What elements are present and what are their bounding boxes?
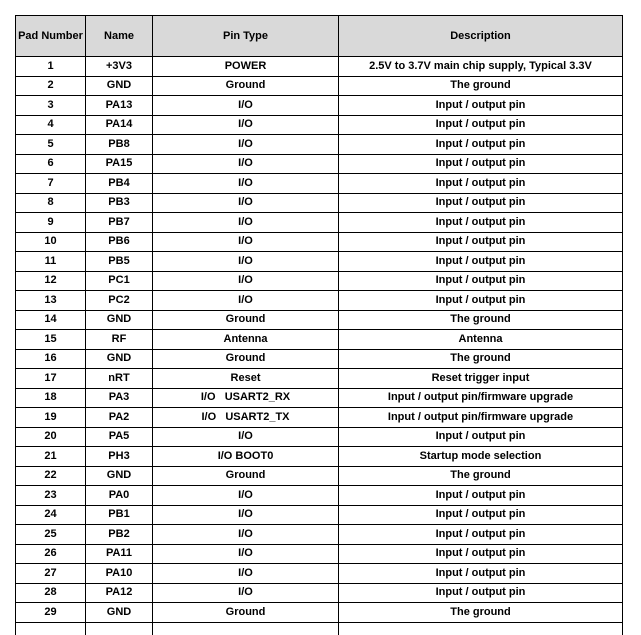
pin-type-cell: Ground — [153, 76, 339, 96]
column-header-pin-type: Pin Type — [153, 16, 339, 57]
name-cell: GND — [86, 466, 153, 486]
description-cell: Input / output pin — [339, 505, 623, 525]
pad-number-cell: 28 — [16, 583, 86, 603]
name-cell: PA2 — [86, 408, 153, 428]
description-cell: Input / output pin — [339, 544, 623, 564]
description-cell: Input / output pin — [339, 193, 623, 213]
pin-type-cell: I/O — [153, 252, 339, 272]
name-cell: GND — [86, 349, 153, 369]
table-row — [16, 408, 623, 428]
pin-type-cell: I/O — [153, 564, 339, 584]
pad-number-cell: 20 — [16, 427, 86, 447]
pad-number-cell: 13 — [16, 291, 86, 311]
column-header-name: Name — [86, 16, 153, 57]
description-cell: Input / output pin/firmware upgrade — [339, 408, 623, 428]
pin-type-cell: Ground — [153, 466, 339, 486]
pad-number-cell: 29 — [16, 603, 86, 623]
column-header-pad-number: Pad Number — [16, 16, 86, 57]
pin-type-cell: I/O — [153, 427, 339, 447]
name-cell: GND — [86, 603, 153, 623]
description-cell: Input / output pin — [339, 232, 623, 252]
pad-number-cell: 15 — [16, 330, 86, 350]
table-row — [16, 310, 623, 330]
name-cell: PB2 — [86, 525, 153, 545]
table-row — [16, 135, 623, 155]
name-cell: PB6 — [86, 232, 153, 252]
name-cell: GND — [86, 310, 153, 330]
name-cell: PA3 — [86, 388, 153, 408]
table-row-partial — [16, 622, 623, 635]
description-cell: Input / output pin — [339, 564, 623, 584]
pin-description-table — [15, 15, 623, 635]
table-row — [16, 291, 623, 311]
name-cell: PA5 — [86, 427, 153, 447]
pad-number-cell: 2 — [16, 76, 86, 96]
pad-number-cell: 5 — [16, 135, 86, 155]
pad-number-cell: 21 — [16, 447, 86, 467]
table-row — [16, 193, 623, 213]
table-row — [16, 369, 623, 389]
table-row — [16, 583, 623, 603]
description-cell: Input / output pin — [339, 135, 623, 155]
description-cell: Antenna — [339, 330, 623, 350]
table-body — [16, 57, 623, 623]
column-header-description: Description — [339, 16, 623, 57]
name-cell: PA13 — [86, 96, 153, 116]
pin-type-cell — [153, 622, 339, 635]
name-cell: PB7 — [86, 213, 153, 233]
table-row — [16, 213, 623, 233]
description-cell: Startup mode selection — [339, 447, 623, 467]
name-cell: PA10 — [86, 564, 153, 584]
description-cell: Input / output pin — [339, 583, 623, 603]
pad-number-cell: 1 — [16, 57, 86, 77]
table-row — [16, 388, 623, 408]
table-row — [16, 427, 623, 447]
name-cell: RF — [86, 330, 153, 350]
table-row — [16, 447, 623, 467]
pad-number-cell: 24 — [16, 505, 86, 525]
table-row — [16, 466, 623, 486]
pad-number-cell — [16, 622, 86, 635]
pin-type-cell: Ground — [153, 310, 339, 330]
pad-number-cell: 11 — [16, 252, 86, 272]
pad-number-cell: 4 — [16, 115, 86, 135]
name-cell: PB3 — [86, 193, 153, 213]
description-cell: The ground — [339, 466, 623, 486]
name-cell: PB5 — [86, 252, 153, 272]
description-cell: The ground — [339, 76, 623, 96]
header-row — [16, 16, 623, 57]
pad-number-cell: 16 — [16, 349, 86, 369]
pad-number-cell: 10 — [16, 232, 86, 252]
description-cell: Input / output pin/firmware upgrade — [339, 388, 623, 408]
table-row — [16, 525, 623, 545]
pin-type-cell: Antenna — [153, 330, 339, 350]
pad-number-cell: 14 — [16, 310, 86, 330]
description-cell — [339, 622, 623, 635]
name-cell: PB1 — [86, 505, 153, 525]
description-cell: Input / output pin — [339, 486, 623, 506]
pin-type-cell: I/O — [153, 174, 339, 194]
description-cell: Input / output pin — [339, 525, 623, 545]
pin-type-cell: Reset — [153, 369, 339, 389]
pin-type-cell: I/O — [153, 291, 339, 311]
description-cell: Input / output pin — [339, 252, 623, 272]
pad-number-cell: 26 — [16, 544, 86, 564]
pin-type-cell: I/O — [153, 135, 339, 155]
name-cell: PA15 — [86, 154, 153, 174]
name-cell — [86, 622, 153, 635]
pin-type-cell: POWER — [153, 57, 339, 77]
table-row — [16, 564, 623, 584]
description-cell: 2.5V to 3.7V main chip supply, Typical 3.3V — [339, 57, 623, 77]
pin-type-cell: I/O — [153, 583, 339, 603]
table-row — [16, 115, 623, 135]
pin-type-cell: I/O — [153, 154, 339, 174]
name-cell: PA14 — [86, 115, 153, 135]
pin-type-cell: I/O — [153, 486, 339, 506]
description-cell: Input / output pin — [339, 213, 623, 233]
table-row — [16, 154, 623, 174]
pad-number-cell: 22 — [16, 466, 86, 486]
pin-type-cell: Ground — [153, 603, 339, 623]
pad-number-cell: 23 — [16, 486, 86, 506]
description-cell: Input / output pin — [339, 271, 623, 291]
name-cell: GND — [86, 76, 153, 96]
description-cell: Input / output pin — [339, 96, 623, 116]
pad-number-cell: 17 — [16, 369, 86, 389]
name-cell: PB8 — [86, 135, 153, 155]
table-row — [16, 486, 623, 506]
table-row — [16, 349, 623, 369]
description-cell: The ground — [339, 310, 623, 330]
name-cell: PA11 — [86, 544, 153, 564]
table-body-partial — [16, 622, 623, 635]
pad-number-cell: 8 — [16, 193, 86, 213]
pin-type-cell: I/O — [153, 505, 339, 525]
pad-number-cell: 3 — [16, 96, 86, 116]
pin-type-cell: I/O — [153, 115, 339, 135]
table-row — [16, 603, 623, 623]
description-cell: Input / output pin — [339, 115, 623, 135]
description-cell: Input / output pin — [339, 427, 623, 447]
table-row — [16, 57, 623, 77]
pin-type-cell: I/O — [153, 232, 339, 252]
pad-number-cell: 6 — [16, 154, 86, 174]
table-row — [16, 544, 623, 564]
pin-type-cell: I/O USART2_TX — [153, 408, 339, 428]
pad-number-cell: 19 — [16, 408, 86, 428]
name-cell: PC1 — [86, 271, 153, 291]
pin-type-cell: Ground — [153, 349, 339, 369]
pin-type-cell: I/O — [153, 96, 339, 116]
pin-type-cell: I/O — [153, 271, 339, 291]
name-cell: PA12 — [86, 583, 153, 603]
name-cell: +3V3 — [86, 57, 153, 77]
table-row — [16, 96, 623, 116]
pin-type-cell: I/O — [153, 213, 339, 233]
pad-number-cell: 27 — [16, 564, 86, 584]
name-cell: PH3 — [86, 447, 153, 467]
pin-type-cell: I/O USART2_RX — [153, 388, 339, 408]
name-cell: PC2 — [86, 291, 153, 311]
pin-type-cell: I/O — [153, 193, 339, 213]
table-row — [16, 330, 623, 350]
pad-number-cell: 18 — [16, 388, 86, 408]
pin-type-cell: I/O BOOT0 — [153, 447, 339, 467]
table-row — [16, 252, 623, 272]
table-row — [16, 76, 623, 96]
table-row — [16, 174, 623, 194]
pad-number-cell: 9 — [16, 213, 86, 233]
table-row — [16, 232, 623, 252]
description-cell: The ground — [339, 349, 623, 369]
name-cell: nRT — [86, 369, 153, 389]
description-cell: Reset trigger input — [339, 369, 623, 389]
pin-type-cell: I/O — [153, 525, 339, 545]
pad-number-cell: 25 — [16, 525, 86, 545]
table-row — [16, 505, 623, 525]
description-cell: The ground — [339, 603, 623, 623]
pad-number-cell: 12 — [16, 271, 86, 291]
name-cell: PB4 — [86, 174, 153, 194]
description-cell: Input / output pin — [339, 154, 623, 174]
description-cell: Input / output pin — [339, 174, 623, 194]
pad-number-cell: 7 — [16, 174, 86, 194]
name-cell: PA0 — [86, 486, 153, 506]
table-header — [16, 16, 623, 57]
table-row — [16, 271, 623, 291]
description-cell: Input / output pin — [339, 291, 623, 311]
pin-type-cell: I/O — [153, 544, 339, 564]
